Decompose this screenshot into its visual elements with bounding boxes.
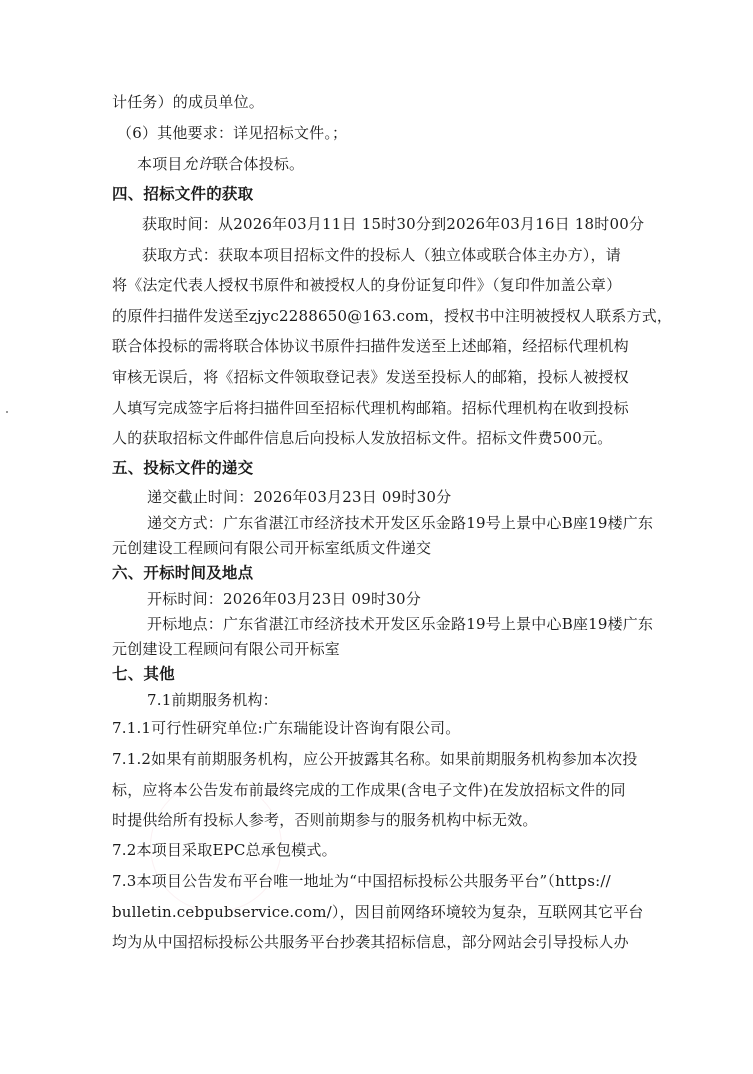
text-line: bulletin.cebpubservice.com/），因目前网络环境较为复杂，互联网其它平台 [112, 903, 644, 921]
text-line: 标，应将本公告发布前最终完成的工作成果(含电子文件)在发放招标文件的同 [112, 781, 626, 799]
text-line: 获取时间：从2026年03月11日 15时30分到2026年03月16日 18时00分 [142, 215, 645, 233]
text-line: 元创建设工程顾问有限公司开标室 [112, 640, 341, 658]
text-line: 7.1.2如果有前期服务机构，应公开披露其名称。如果前期服务机构参加本次投 [112, 750, 638, 768]
text-line: （6）其他要求：详见招标文件。； [117, 124, 348, 142]
text-line: 将《法定代表人授权书原件和被授权人的身份证复印件》（复印件加盖公章） [112, 276, 622, 294]
text-line: 开标时间：2026年03月23日 09时30分 [147, 590, 421, 608]
text-line: 元创建设工程顾问有限公司开标室纸质文件递交 [112, 539, 432, 557]
text-line: 递交方式：广东省湛江市经济技术开发区乐金路19号上景中心B座19楼广东 [147, 514, 654, 532]
section-heading: 四、招标文件的获取 [112, 185, 254, 203]
text-line: 的原件扫描件发送至zjyc2288650@163.com，授权书中注明被授权人联系方式， [112, 307, 673, 325]
text-line: 审核无误后，将《招标文件领取登记表》发送至投标人的邮箱，投标人被授权 [112, 368, 629, 386]
text-line: 时提供给所有投标人参考，否则前期参与的服务机构中标无效。 [112, 811, 538, 829]
section-heading: 六、开标时间及地点 [112, 564, 254, 582]
text-line: 人填写完成签字后将扫描件回至招标代理机构邮箱。招标代理机构在收到投标 [112, 399, 629, 417]
text-line: 递交截止时间：2026年03月23日 09时30分 [147, 488, 452, 506]
text-line: 联合体投标的需将联合体协议书原件扫描件发送至上述邮箱，经招标代理机构 [112, 337, 629, 355]
text-segment: 联合体投标。 [213, 155, 305, 173]
section-heading: 七、其他 [112, 665, 175, 683]
text-segment: 本项目 [137, 155, 183, 173]
section-heading: 五、投标文件的递交 [112, 459, 254, 477]
text-line: 7.3本项目公告发布平台唯一地址为“中国招标投标公共服务平台”（https:// [112, 872, 611, 890]
text-line [137, 154, 304, 174]
text-line: 人的获取招标文件邮件信息后向投标人发放招标文件。招标文件费500元。 [112, 429, 613, 447]
text-line: 开标地点：广东省湛江市经济技术开发区乐金路19号上景中心B座19楼广东 [147, 615, 654, 633]
text-line: 计任务）的成员单位。 [112, 93, 265, 111]
scan-speck [6, 411, 8, 413]
text-line: 7.2本项目采取EPC总承包模式。 [112, 841, 337, 859]
text-line: 均为从中国招标投标公共服务平台抄袭其招标信息，部分网站会引导投标人办 [112, 933, 629, 951]
handwritten-text: 允许 [182, 155, 214, 173]
text-line: 7.1前期服务机构： [147, 691, 278, 709]
text-line: 获取方式：获取本项目招标文件的投标人（独立体或联合体主办方），请 [142, 246, 621, 264]
text-line: 7.1.1可行性研究单位:广东瑞能设计咨询有限公司。 [112, 719, 461, 737]
